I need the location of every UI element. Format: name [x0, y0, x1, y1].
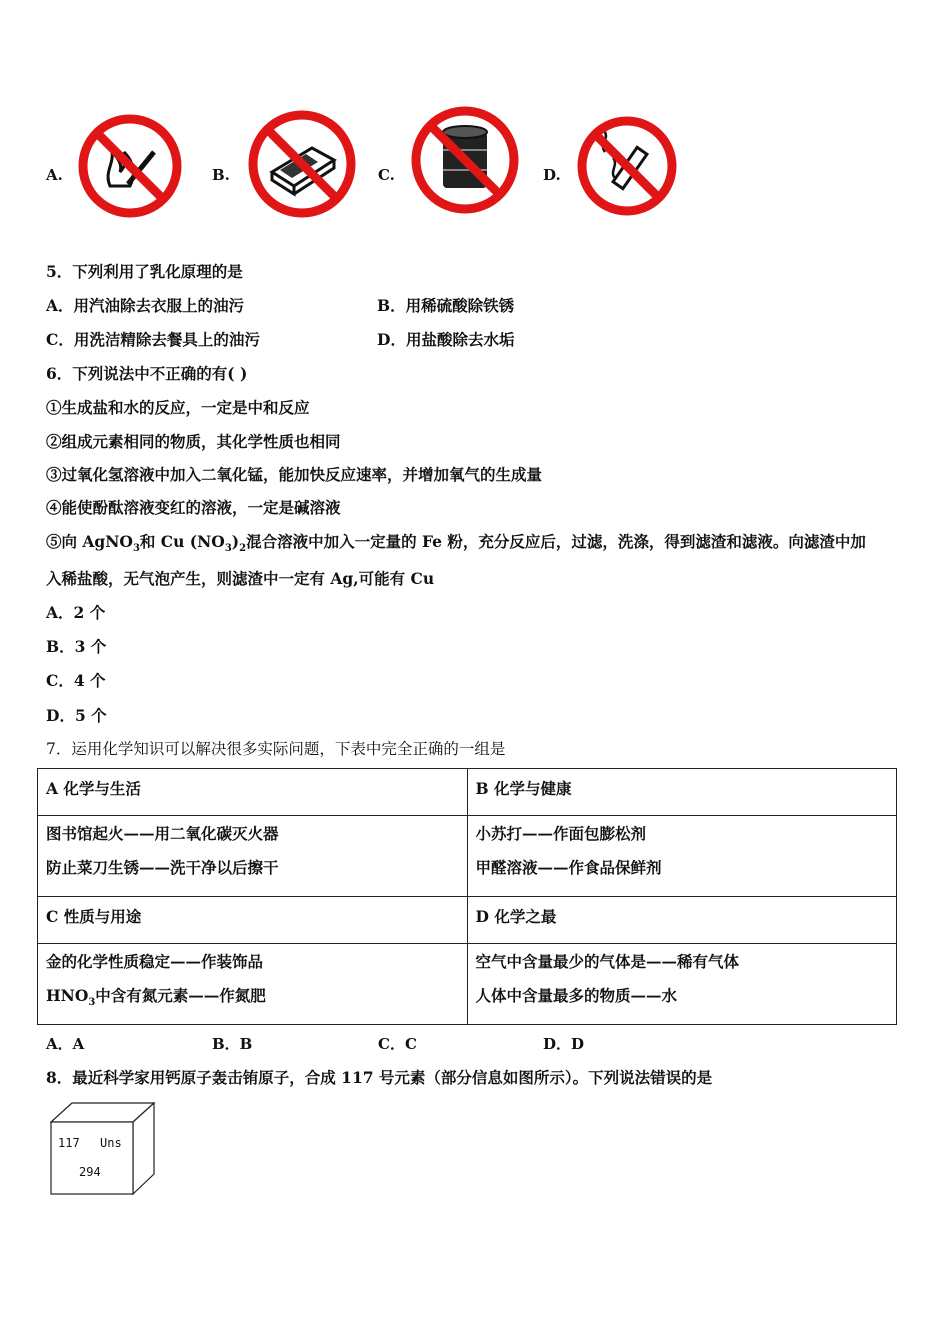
q8-stem: 8．最近科学家用钙原子轰击铕原子，合成 117 号元素（部分信息如图所示）。下列说法错误的是 [46, 1068, 713, 1087]
q7-option-d: D．D [543, 1035, 585, 1053]
table-cell-a-line-2: 防止菜刀生锈——洗干净以后擦干 [46, 858, 279, 877]
q6-option-c: C．4 个 [46, 671, 106, 690]
no-open-flame-icon [76, 112, 184, 220]
element-symbol: Uns [100, 1136, 122, 1150]
q6-item-4: ④能使酚酞溶液变红的溶液，一定是碱溶液 [46, 498, 341, 517]
table-cell-c [38, 944, 468, 1025]
sign-label-c: C. [378, 166, 395, 184]
q5-stem: 5．下列利用了乳化原理的是 [46, 262, 243, 281]
table-cell-c-line-1: 金的化学性质稳定——作装饰品 [46, 952, 264, 971]
q6-stem: 6．下列说法中不正确的有( ) [46, 364, 248, 383]
q6-item-1: ①生成盐和水的反应，一定是中和反应 [46, 398, 310, 417]
table-cell-a-line-1: 图书馆起火——用二氧化碳灭火器 [46, 824, 279, 843]
q7-option-c: C．C [378, 1035, 417, 1053]
q6-option-d: D．5 个 [46, 706, 107, 725]
table-cell-d-line-2: 人体中含量最多的物质——水 [475, 986, 678, 1005]
table-head-a: A 化学与生活 [38, 769, 468, 816]
table-cell-d-line-1: 空气中含量最少的气体是——稀有气体 [475, 952, 740, 971]
sign-label-a: A. [46, 166, 63, 184]
q6-option-a: A．2 个 [46, 603, 106, 622]
q5-option-b: B．用稀硫酸除铁锈 [377, 296, 515, 315]
q7-option-a: A．A [46, 1035, 85, 1053]
q7-stem: 7．运用化学知识可以解决很多实际问题，下表中完全正确的一组是 [46, 740, 506, 758]
table-cell-b [467, 816, 897, 897]
no-smoking-icon [575, 114, 679, 218]
table-cell-c-line-2: $HNO_3$中含有氮元素——作氮肥 [46, 986, 266, 1009]
table-cell-b-line-2: 甲醛溶液——作食品保鲜剂 [475, 858, 662, 877]
q5-option-a: A．用汽油除去衣服上的油污 [46, 296, 245, 315]
q6-item-3: ③过氧化氢溶液中加入二氧化锰，能加快反应速率，并增加氧气的生成量 [46, 465, 543, 484]
no-matches-icon [246, 108, 358, 220]
element-number: 117 [58, 1136, 80, 1150]
element-mass: 294 [79, 1165, 101, 1179]
table-head-c: C 性质与用途 [38, 897, 468, 944]
q7-option-b: B．B [212, 1035, 253, 1053]
table-head-b: B 化学与健康 [467, 769, 897, 816]
q6-item-5: ⑤向 AgNO$_3$和 Cu $(NO_3)_2$混合溶液中加入一定量的 Fe 粉，充分反应后，过滤，洗涤，得到滤渣和滤液。向滤渣中加 [46, 532, 866, 555]
q5-option-d: D．用盐酸除去水垢 [377, 330, 515, 349]
q6-option-b: B．3 个 [46, 637, 107, 656]
table-cell-d [467, 944, 897, 1025]
q5-option-c: C．用洗洁精除去餐具上的油污 [46, 330, 260, 349]
sign-label-b: B. [212, 166, 230, 184]
no-fuel-barrel-icon [409, 104, 521, 216]
q6-item-5-cont: 入稀盐酸，无气泡产生，则滤渣中一定有 Ag,可能有 Cu [46, 569, 435, 588]
q6-item-2: ②组成元素相同的物质，其化学性质也相同 [46, 432, 341, 451]
table-cell-a [38, 816, 468, 897]
sign-label-d: D. [543, 166, 561, 184]
table-head-d: D 化学之最 [467, 897, 897, 944]
element-card [50, 1102, 156, 1196]
table-cell-b-line-1: 小苏打——作面包膨松剂 [475, 824, 647, 843]
q7-table [37, 768, 897, 1025]
